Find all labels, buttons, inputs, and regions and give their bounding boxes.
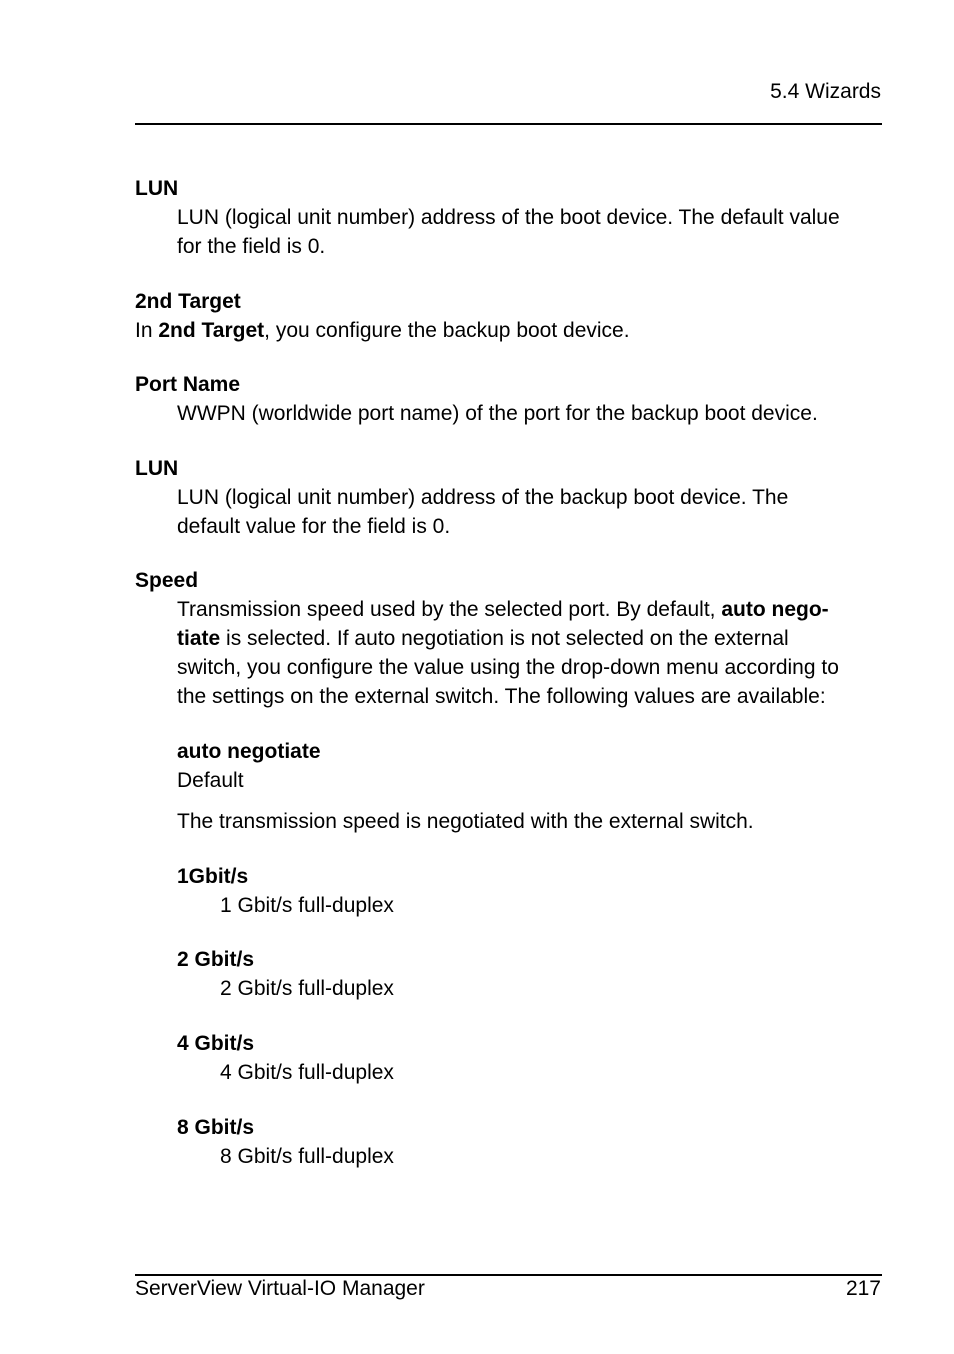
lun-description-line: for the field is 0.	[177, 235, 326, 258]
header-rule	[135, 123, 882, 125]
speed-description-line: the settings on the external switch. The following values are available:	[177, 685, 826, 708]
speed-description-line	[177, 595, 839, 624]
auto-negotiate-description: The transmission speed is negotiated with the external switch.	[177, 810, 754, 833]
term-2gbit: 2 Gbit/s	[177, 948, 255, 971]
footer-title: ServerView Virtual-IO Manager	[135, 1277, 425, 1300]
text-run: Transmission speed used by the selected port. By default,	[177, 598, 722, 621]
lun-backup-description-line: LUN (logical unit number) address of the backup boot device. The	[177, 486, 789, 509]
text-run: , you configure the backup boot device.	[264, 319, 630, 342]
term-4gbit: 4 Gbit/s	[177, 1032, 255, 1055]
1gbit-description: 1 Gbit/s full-duplex	[220, 894, 394, 917]
term-1gbit: 1Gbit/s	[177, 865, 249, 888]
page-number: 217	[845, 1277, 881, 1300]
speed-description-line	[177, 624, 839, 653]
lun-description-line: LUN (logical unit number) address of the boot device. The default value	[177, 206, 840, 229]
speed-description	[177, 595, 839, 711]
text-run-bold: auto nego-	[721, 598, 829, 621]
footer-rule	[135, 1274, 882, 1276]
text-run: In	[135, 319, 159, 342]
lun-backup-description-line: default value for the field is 0.	[177, 515, 451, 538]
8gbit-description: 8 Gbit/s full-duplex	[220, 1145, 394, 1168]
term-speed: Speed	[135, 569, 199, 592]
term-lun: LUN	[135, 177, 179, 200]
4gbit-description: 4 Gbit/s full-duplex	[220, 1061, 394, 1084]
2gbit-description: 2 Gbit/s full-duplex	[220, 977, 394, 1000]
term-lun-backup: LUN	[135, 457, 179, 480]
section-header: 5.4 Wizards	[770, 80, 881, 103]
text-run: is selected. If auto negotiation is not selected on the external	[220, 627, 789, 650]
auto-negotiate-default: Default	[177, 769, 244, 792]
term-auto-negotiate: auto negotiate	[177, 740, 321, 763]
port-name-description-line: WWPN (worldwide port name) of the port for the backup boot device.	[177, 402, 818, 425]
lun-backup-description	[177, 483, 788, 541]
term-2nd-target: 2nd Target	[135, 290, 241, 313]
speed-description-line: switch, you configure the value using the drop-down menu according to	[177, 656, 839, 679]
term-8gbit: 8 Gbit/s	[177, 1116, 255, 1139]
text-run-bold: tiate	[177, 627, 221, 650]
term-port-name: Port Name	[135, 373, 241, 396]
port-name-description	[177, 399, 818, 428]
lun-description	[177, 203, 840, 261]
2nd-target-description	[135, 316, 630, 345]
text-run-bold: 2nd Target	[158, 319, 265, 342]
